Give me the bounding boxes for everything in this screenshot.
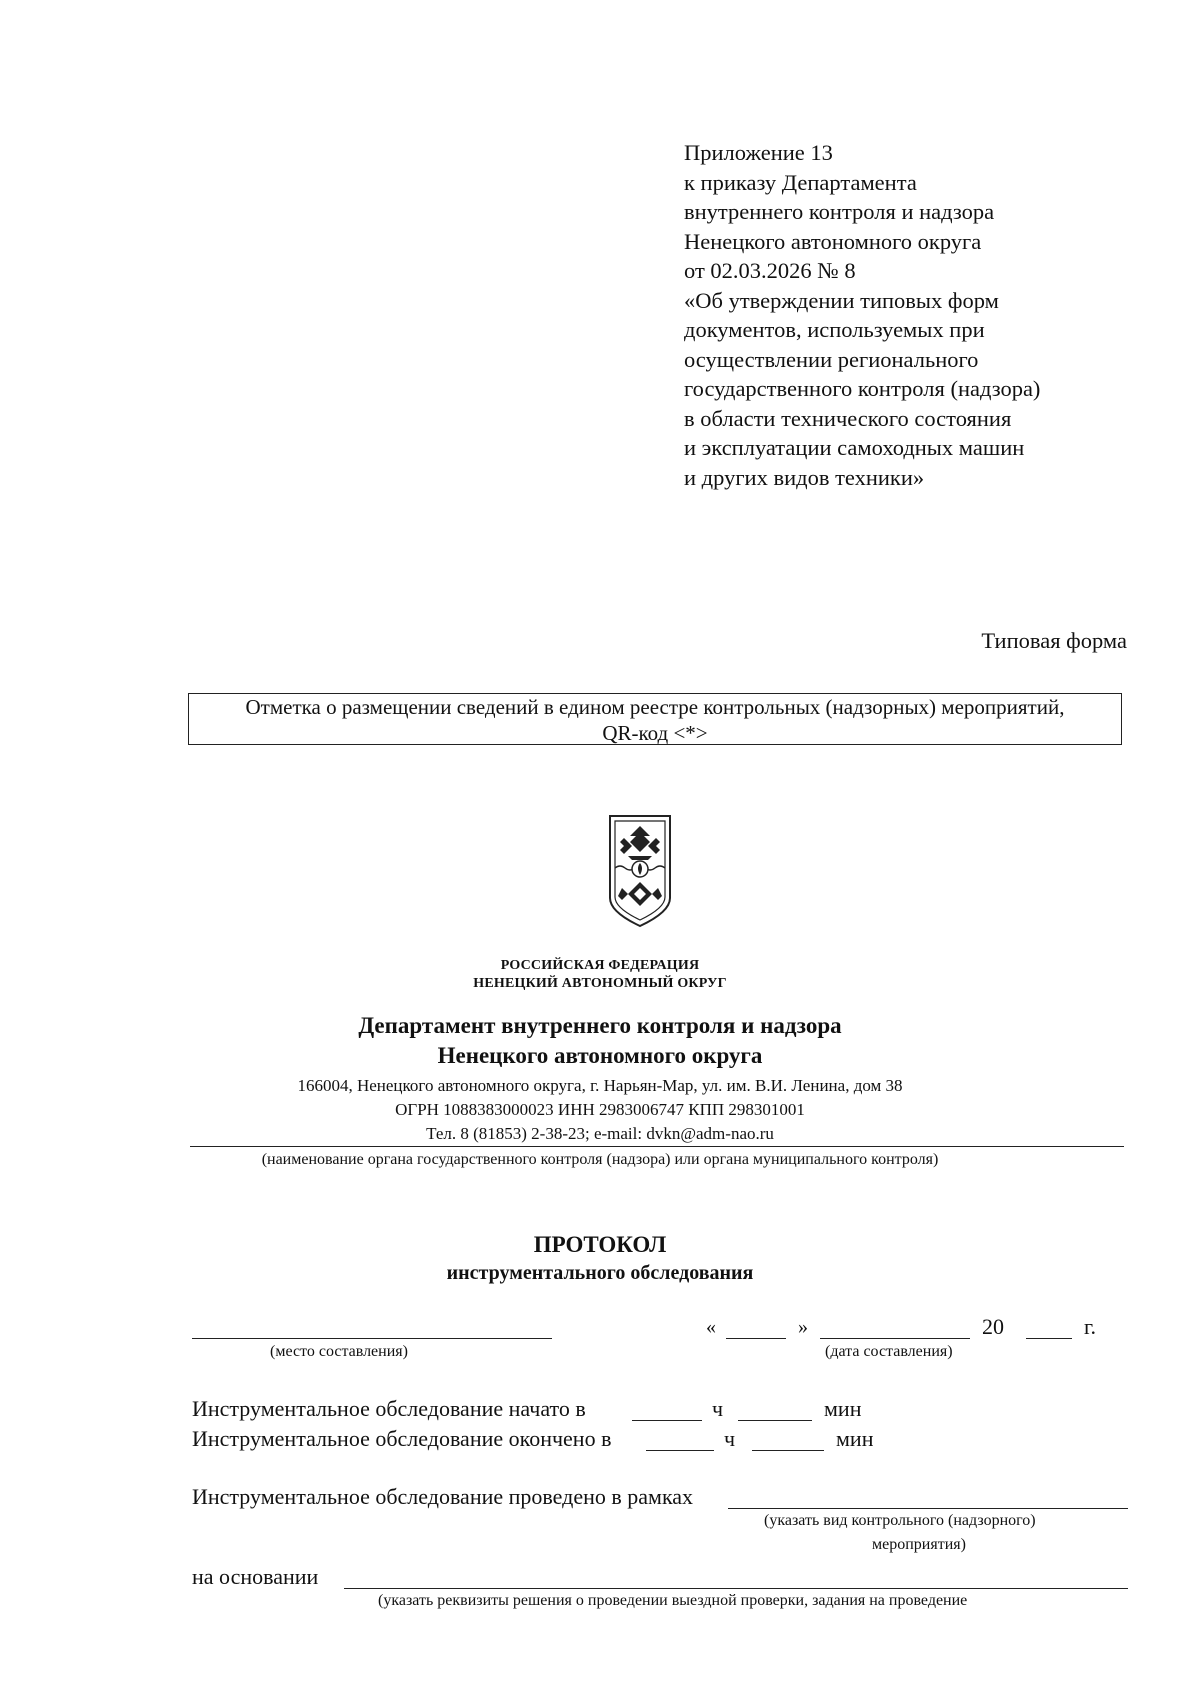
org-name-caption: (наименование органа государственного контроля (надзора) или органа муниципального контроля) <box>261 1151 939 1168</box>
appendix-line: «Об утверждении типовых форм <box>684 287 999 313</box>
place-field[interactable] <box>192 1338 552 1339</box>
appendix-line: Ненецкого автономного округа <box>684 228 982 254</box>
start-minutes-field[interactable] <box>738 1420 812 1421</box>
appendix-line: документов, используемых при <box>684 317 985 342</box>
date-caption: (дата составления) <box>825 1343 953 1360</box>
date-year-prefix: 20 <box>982 1314 1004 1339</box>
basis-label: на основании <box>192 1564 319 1589</box>
date-quote-close: » <box>798 1316 808 1338</box>
protocol-title: ПРОТОКОЛ <box>533 1232 667 1257</box>
start-minutes-unit: мин <box>824 1396 862 1421</box>
appendix-line: и эксплуатации самоходных машин <box>684 435 1025 460</box>
form-type-label: Типовая форма <box>981 628 1127 653</box>
date-quote-open: « <box>706 1316 716 1338</box>
end-hours-field[interactable] <box>646 1450 714 1451</box>
department-name-line1: Департамент внутреннего контроля и надзора <box>358 1013 842 1038</box>
end-minutes-unit: мин <box>836 1426 874 1451</box>
department-contacts: Тел. 8 (81853) 2-38-23; e-mail: dvkn@adm-nao.ru <box>426 1124 774 1143</box>
basis-caption: (указать реквизиты решения о проведении выездной проверки, задания на проведение <box>378 1592 968 1609</box>
end-time-label: Инструментальное обследование окончено в <box>192 1426 612 1451</box>
country-name: РОССИЙСКАЯ ФЕДЕРАЦИЯ <box>500 958 700 973</box>
org-name-rule <box>190 1146 1124 1147</box>
region-name: НЕНЕЦКИЙ АВТОНОМНЫЙ ОКРУГ <box>473 976 727 991</box>
end-minutes-field[interactable] <box>752 1450 824 1451</box>
appendix-block <box>684 138 1040 492</box>
end-hours-unit: ч <box>724 1426 736 1451</box>
registry-mark-box <box>188 693 1122 745</box>
registry-mark-text: Отметка о размещении сведений в едином реестре контрольных (надзорных) мероприятий, <box>245 695 1065 719</box>
framework-field[interactable] <box>728 1508 1128 1509</box>
date-year-field[interactable] <box>1026 1338 1072 1339</box>
start-hours-field[interactable] <box>632 1420 702 1421</box>
department-address: 166004, Ненецкого автономного округа, г. Нарьян-Мар, ул. им. В.И. Ленина, дом 38 <box>297 1076 903 1095</box>
framework-caption-line1: (указать вид контрольного (надзорного) <box>764 1512 1036 1529</box>
start-time-label: Инструментальное обследование начато в <box>192 1396 586 1421</box>
basis-field[interactable] <box>344 1588 1128 1589</box>
place-caption: (место составления) <box>270 1343 408 1360</box>
framework-label: Инструментальное обследование проведено в рамках <box>192 1484 694 1509</box>
department-registry-numbers: ОГРН 1088383000023 ИНН 2983006747 КПП 298301001 <box>395 1100 805 1119</box>
appendix-line: Приложение 13 <box>684 140 833 165</box>
date-day-field[interactable] <box>726 1338 786 1339</box>
appendix-line: в области технического состояния <box>684 405 1012 431</box>
appendix-line: от 02.03.2026 № 8 <box>684 258 856 283</box>
protocol-subtitle: инструментального обследования <box>446 1262 754 1284</box>
coat-of-arms-emblem <box>606 812 674 937</box>
start-hours-unit: ч <box>712 1396 724 1421</box>
appendix-line: к приказу Департамента <box>684 169 917 195</box>
appendix-line: осуществлении регионального <box>684 346 979 372</box>
framework-caption-line2: мероприятия) <box>872 1536 966 1553</box>
qr-code-label: QR-код <*> <box>602 721 708 745</box>
appendix-line: и других видов техники» <box>684 464 925 490</box>
date-year-suffix: г. <box>1084 1314 1097 1339</box>
appendix-line: государственного контроля (надзора) <box>684 376 1041 401</box>
appendix-line: внутреннего контроля и надзора <box>684 199 995 224</box>
department-name-line2: Ненецкого автономного округа <box>437 1043 763 1068</box>
date-month-field[interactable] <box>820 1338 970 1339</box>
